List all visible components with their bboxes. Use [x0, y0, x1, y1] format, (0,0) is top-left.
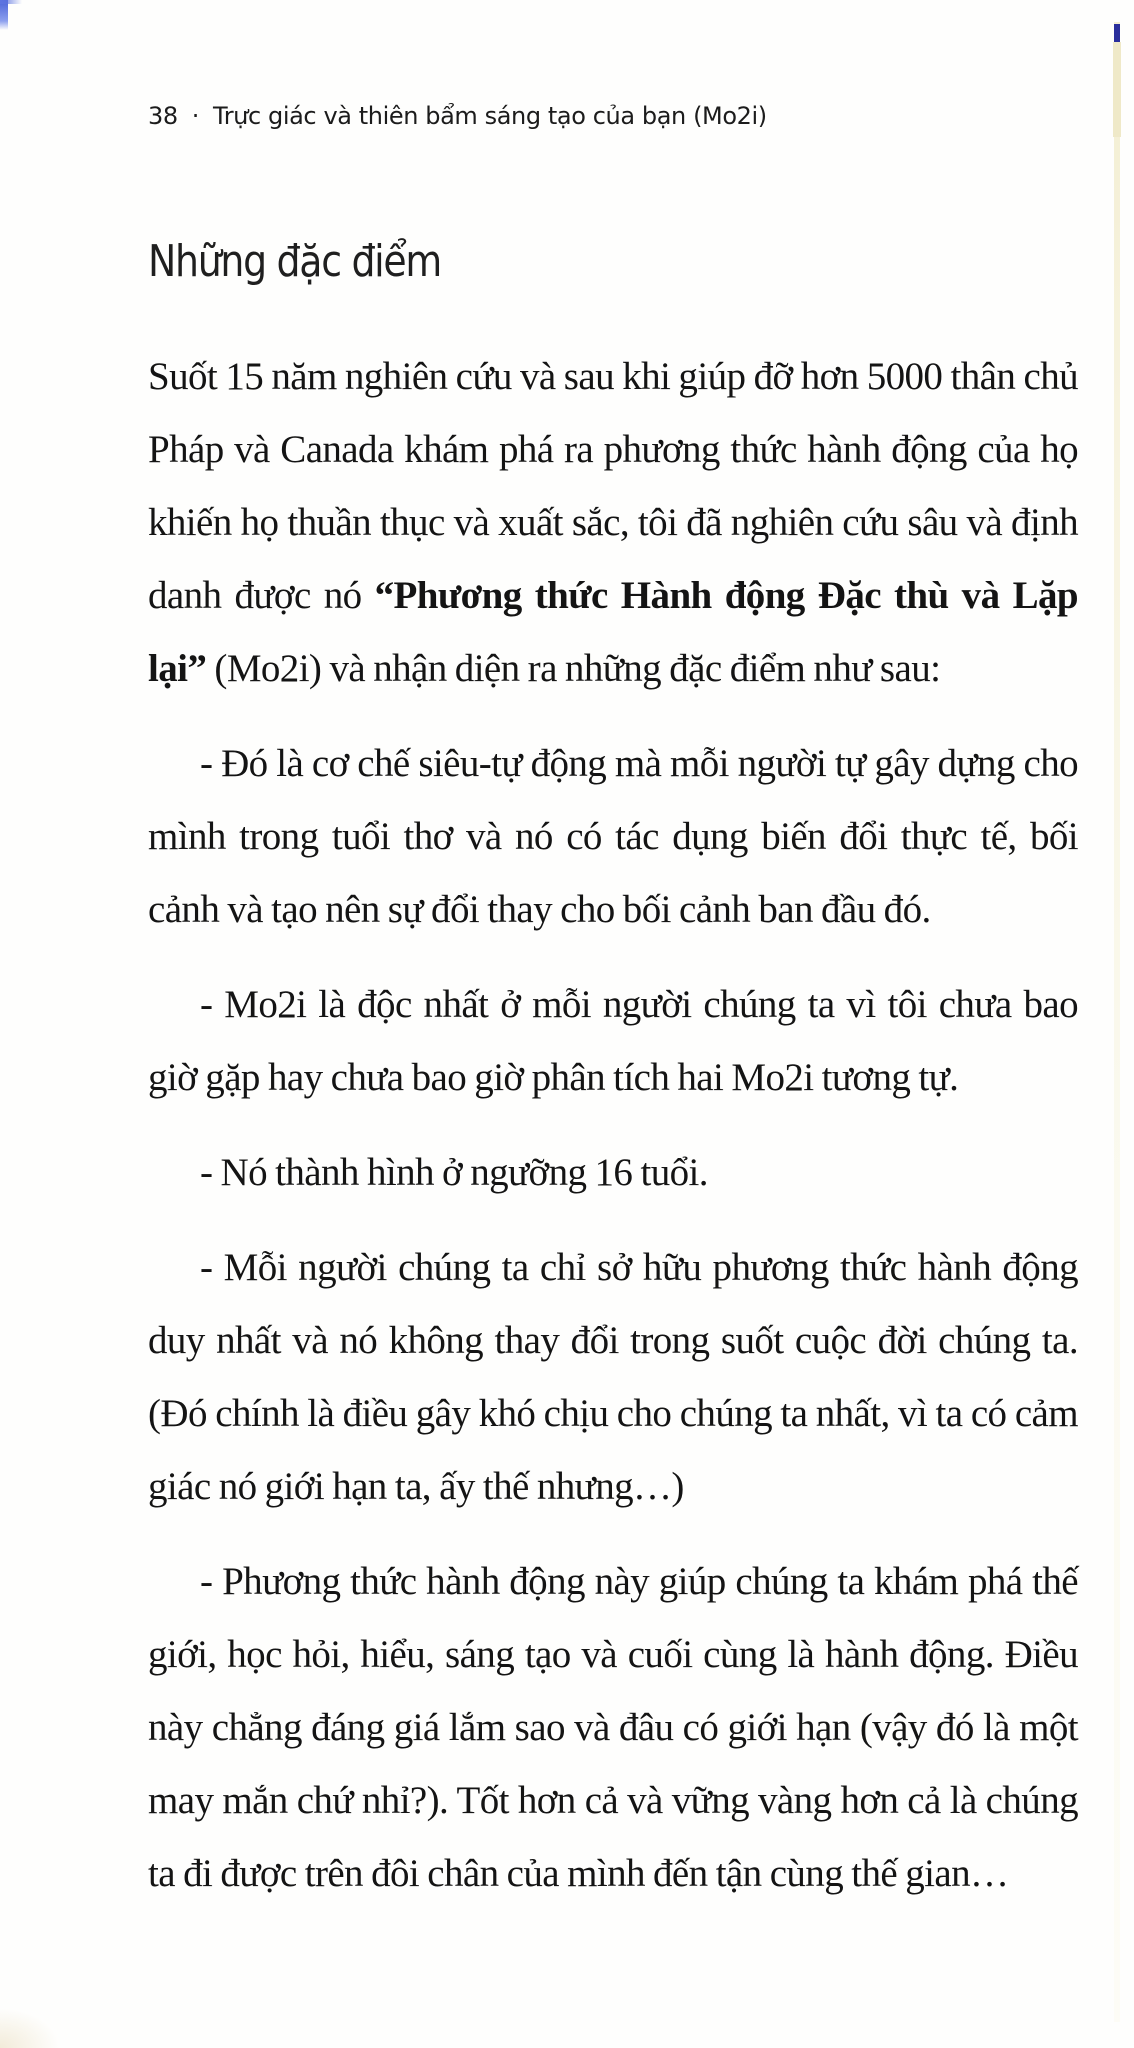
characteristic-item: - Đó là cơ chế siêu-tự động mà mỗi người tự gây dựng cho mình trong tuổi thơ và nó có tác dụng biến đổi thực tế, bối cảnh và tạo nên sự đổi thay cho bối cảnh ban đầu đó. [148, 742, 1078, 931]
running-header [148, 102, 767, 130]
header-separator: · [191, 102, 199, 130]
body-text [148, 340, 1078, 1910]
page-number: 38 [148, 102, 178, 130]
intro-bold-term: “Phương thức Hành động Đặc thù và Lặp lại” [148, 574, 1078, 690]
page-edge-tab [1114, 24, 1120, 42]
scan-artifact-corner [0, 0, 8, 30]
characteristic-item: - Nó thành hình ở ngưỡng 16 tuổi. [200, 1151, 708, 1194]
characteristic-item: - Mo2i là độc nhất ở mỗi người chúng ta vì tôi chưa bao giờ gặp hay chưa bao giờ phân tích hai Mo2i tương tự. [148, 983, 1078, 1099]
scan-artifact-corner-top [0, 0, 22, 4]
intro-text-before: Suốt 15 năm nghiên cứu và sau khi giúp đỡ hơn 5000 thân chủ Pháp và Canada khám phá ra phương thức hành động của họ khiến họ thuần thục và xuất sắc, tôi đã nghiên cứu sâu và định danh được nó [148, 355, 1078, 617]
page-edge-upper [1113, 42, 1121, 137]
page-edge [1114, 22, 1120, 2022]
section-heading: Những đặc điểm [148, 236, 441, 287]
book-title: Trực giác và thiên bẩm sáng tạo của bạn (Mo2i) [212, 102, 767, 130]
scan-artifact-shadow [0, 2008, 60, 2048]
characteristic-item: - Phương thức hành động này giúp chúng ta khám phá thế giới, học hỏi, hiểu, sáng tạo và cuối cùng là hành động. Điều này chẳng đáng giá lắm sao và đâu có giới hạn (vậy đó là một may mắn chứ nhỉ?). Tốt hơn cả và vững vàng hơn cả là chúng ta đi được trên đôi chân của mình đến tận cùng thế gian… [148, 1560, 1078, 1895]
intro-paragraph [148, 340, 1078, 705]
characteristic-item: - Mỗi người chúng ta chỉ sở hữu phương thức hành động duy nhất và nó không thay đổi trong suốt cuộc đời chúng ta. (Đó chính là điều gây khó chịu cho chúng ta nhất, vì ta có cảm giác nó giới hạn ta, ấy thế nhưng…) [148, 1246, 1078, 1508]
intro-text-after: (Mo2i) và nhận diện ra những đặc điểm như sau: [206, 647, 941, 690]
